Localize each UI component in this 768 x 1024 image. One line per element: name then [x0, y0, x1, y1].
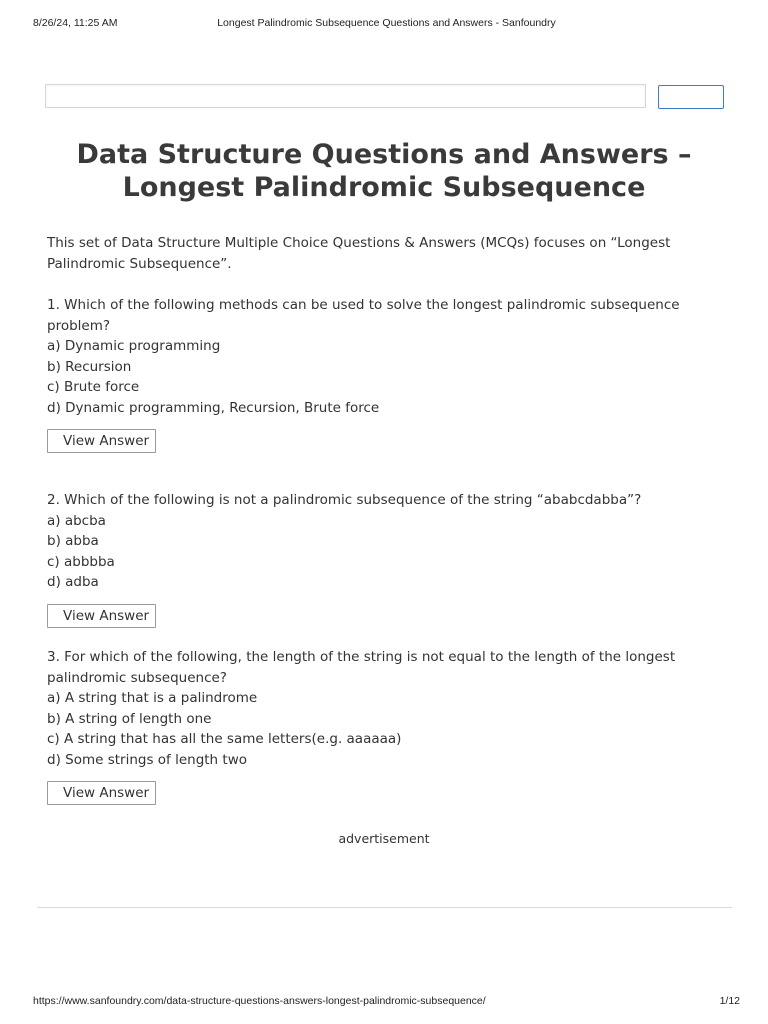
page-number: 1/12: [719, 995, 740, 1007]
search-button[interactable]: [658, 85, 724, 109]
option-a: a) abcba: [47, 512, 106, 529]
option-b: b) A string of length one: [47, 710, 212, 727]
option-d: d) adba: [47, 574, 99, 590]
view-answer-button[interactable]: View Answer: [47, 604, 156, 628]
option-a: a) Dynamic programming: [47, 338, 221, 354]
option-b: b) Recursion: [47, 358, 132, 375]
option-a: a) A string that is a palindrome: [47, 690, 258, 706]
print-date: 8/26/24, 11:25 AM: [33, 17, 118, 29]
option-list: [47, 336, 707, 418]
view-answer-button[interactable]: View Answer: [47, 429, 156, 453]
page-url: https://www.sanfoundry.com/data-structure-questions-answers-longest-palindromic-subsequence/: [33, 995, 486, 1007]
option-b: b) abba: [47, 533, 99, 549]
question-text: 2. Which of the following is not a palindromic subsequence of the string “ababcdabba”?: [47, 492, 642, 508]
question-3: [47, 647, 707, 805]
option-c: c) Brute force: [47, 379, 140, 395]
option-d: d) Some strings of length two: [47, 751, 248, 768]
option-list: [47, 511, 707, 593]
question-1: [47, 295, 707, 453]
question-text: 1. Which of the following methods can be used to solve the longest palindromic subsequence problem?: [47, 297, 680, 334]
advertisement-label: advertisement: [338, 831, 430, 846]
divider: [37, 907, 732, 908]
view-answer-button[interactable]: View Answer: [47, 781, 156, 805]
intro-text: This set of Data Structure Multiple Choice Questions & Answers (MCQs) focuses on “Longest Palindromic Subsequence”.: [47, 235, 671, 272]
question-text: 3. For which of the following, the length of the string is not equal to the length of the longest palindromic subsequence?: [47, 649, 676, 686]
intro-section: [47, 233, 707, 274]
question-2: [47, 490, 707, 628]
print-page-title: Longest Palindromic Subsequence Questions and Answers - Sanfoundry: [217, 17, 556, 29]
search-input[interactable]: [45, 84, 646, 108]
option-d: d) Dynamic programming, Recursion, Brute force: [47, 399, 380, 416]
page-title: Data Structure Questions and Answers – Longest Palindromic Subsequence: [76, 139, 692, 203]
option-c: c) abbbba: [47, 553, 115, 570]
option-list: [47, 688, 707, 770]
option-c: c) A string that has all the same letters(e.g. aaaaaa): [47, 731, 402, 747]
